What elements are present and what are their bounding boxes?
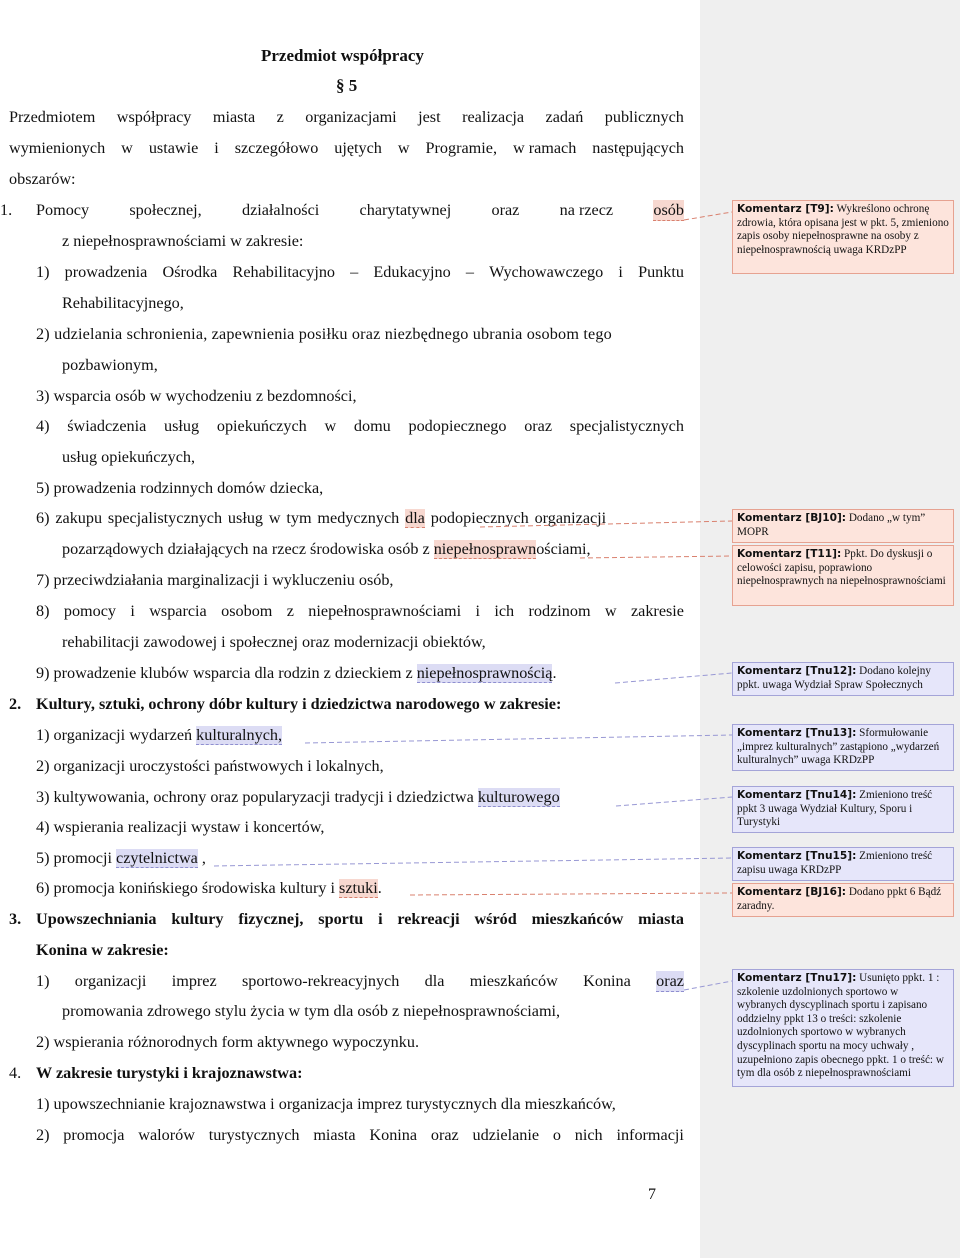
- intro-line-3: obszarów:: [9, 170, 76, 188]
- area1-item-9: 9) prowadzenie klubów wsparcia dla rodzin z dzieckiem z niepełnosprawnością.: [36, 664, 557, 682]
- comment-T9[interactable]: Komentarz [T9]: Wykreślono ochronę zdrowia, która opisana jest w pkt. 5, zmieniono zapis osoby niepełnosprawne na osoby z niepełnosprawnością uwaga KRDzPP: [732, 200, 954, 274]
- comment-Tnu15[interactable]: Komentarz [Tnu15]: Zmieniono treść zapisu uwaga KRDzPP: [732, 847, 954, 881]
- tracked-change-mark: osób: [653, 201, 684, 219]
- area3-item-2: 2) wspierania różnorodnych form aktywnego wypoczynku.: [36, 1033, 419, 1051]
- area1-item-2-cont: pozbawionym,: [62, 356, 158, 374]
- area2-item-3: 3) kultywowania, ochrony oraz popularyzacji tradycji i dziedzictwa kulturowego: [36, 788, 560, 806]
- area1-title: Pomocy społecznej, działalności charytatywnej oraz na rzecz osób: [36, 201, 684, 219]
- area1-item-7: 7) przeciwdziałania marginalizacji i wykluczeniu osób,: [36, 571, 394, 589]
- comment-Tnu17[interactable]: Komentarz [Tnu17]: Usunięto ppkt. 1 : szkolenie uzdolnionych sportowo w wybranych dyscyplinach sportu i zapisano oddzielny ppkt 13 o treści: szkolenie uzdolnionych sportowo w wybranych dyscyplinach sportu na mocy uchwały , uzupełniono zapis obecnego ppkt. 1 o treść: w tym dla osób z niepełnosprawnościami: [732, 969, 954, 1087]
- area2-item-6: 6) promocja konińskiego środowiska kultury i sztuki.: [36, 879, 382, 897]
- intro-line-1: Przedmiotem współpracy miasta z organizacjami jest realizacja zadań publicznych: [9, 108, 684, 126]
- intro-line-2: wymienionych w ustawie i szczegółowo ujętych w Programie, w ramach następujących: [9, 139, 684, 157]
- area3-item-1-cont: promowania zdrowego stylu życia w tym dla osób z niepełnosprawnościami,: [62, 1002, 561, 1020]
- area1-item-8-cont: rehabilitacji zawodowej i społecznej oraz modernizacji obiektów,: [62, 633, 486, 651]
- tracked-change-mark: dla: [405, 509, 425, 527]
- tracked-change-mark: kulturalnych,: [196, 726, 283, 744]
- tracked-change-mark: czytelnictwa: [116, 849, 198, 867]
- area2-item-2: 2) organizacji uroczystości państwowych i lokalnych,: [36, 757, 384, 775]
- area4-item-1: 1) upowszechnianie krajoznawstwa i organizacja imprez turystycznych dla mieszkańców,: [36, 1095, 616, 1113]
- page-heading: Przedmiot współpracy: [261, 46, 424, 65]
- area1-item-2: 2) udzielania schronienia, zapewnienia posiłku oraz niezbędnego ubrania osobom tego: [36, 325, 612, 343]
- area1-item-4-cont: usług opiekuńczych,: [62, 448, 196, 466]
- area1-item-4: 4) świadczenia usług opiekuńczych w domu podopiecznego oraz specjalistycznych: [36, 417, 684, 435]
- tracked-change-mark: oraz: [656, 972, 684, 990]
- area1-title-line2: z niepełnosprawnościami w zakresie:: [62, 232, 304, 250]
- area1-item-1-cont: Rehabilitacyjnego,: [62, 294, 184, 312]
- area4-number: 4.: [9, 1064, 22, 1082]
- area2-number: 2.: [9, 695, 22, 713]
- area3-title: Upowszechniania kultury fizycznej, sportu i rekreacji wśród mieszkańców miasta: [36, 910, 684, 928]
- area3-title-line2: Konina w zakresie:: [36, 941, 169, 959]
- comment-Tnu12[interactable]: Komentarz [Tnu12]: Dodano kolejny ppkt. uwaga Wydział Spraw Społecznych: [732, 662, 954, 696]
- page-number: 7: [648, 1186, 656, 1203]
- area2-item-1: 1) organizacji wydarzeń kulturalnych,: [36, 726, 283, 744]
- area4-item-2: 2) promocja walorów turystycznych miasta Konina oraz udzielanie o nich informacji: [36, 1126, 684, 1144]
- area2-item-5: 5) promocji czytelnictwa ,: [36, 849, 206, 867]
- area1-item-6: 6) zakupu specjalistycznych usług w tym medycznych dla podopiecznych organizacji: [36, 509, 607, 527]
- tracked-change-mark: niepełnosprawnością: [416, 664, 553, 682]
- comment-T11[interactable]: Komentarz [T11]: Ppkt. Do dyskusji o celowości zapisu, poprawiono niepełnosprawnych na niepełnosprawnościami: [732, 545, 954, 606]
- area1-item-8: 8) pomocy i wsparcia osobom z niepełnosprawnościami i ich rodzinom w zakresie: [36, 602, 684, 620]
- tracked-change-mark: sztuki: [339, 879, 378, 897]
- comment-Tnu14[interactable]: Komentarz [Tnu14]: Zmieniono treść ppkt 3 uwaga Wydział Kultury, Sporu i Turystyki: [732, 786, 954, 833]
- area2-title: Kultury, sztuki, ochrony dóbr kultury i dziedzictwa narodowego w zakresie:: [36, 695, 562, 713]
- comment-Tnu13[interactable]: Komentarz [Tnu13]: Sformułowanie „imprez kulturalnych” zastąpiono „wydarzeń kulturalnych” uwaga KRDzPP: [732, 724, 954, 771]
- tracked-change-mark: kulturowego: [477, 788, 560, 806]
- comment-BJ16[interactable]: Komentarz [BJ16]: Dodano ppkt 6 Bądź zaradny.: [732, 883, 954, 917]
- section-marker: § 5: [336, 76, 358, 95]
- area1-item-3: 3) wsparcia osób w wychodzeniu z bezdomności,: [36, 387, 357, 405]
- area4-title: W zakresie turystyki i krajoznawstwa:: [36, 1064, 303, 1082]
- area1-item-6-cont: pozarządowych działających na rzecz środowiska osób z niepełnosprawnościami,: [62, 540, 591, 558]
- comment-BJ10[interactable]: Komentarz [BJ10]: Dodano „w tym” MOPR: [732, 509, 954, 543]
- area1-item-1: 1) prowadzenia Ośrodka Rehabilitacyjno – Edukacyjno – Wychowawczego i Punktu: [36, 263, 684, 281]
- area1-number: 1.: [0, 201, 13, 219]
- area3-number: 3.: [9, 910, 22, 928]
- area1-item-5: 5) prowadzenia rodzinnych domów dziecka,: [36, 479, 324, 497]
- area2-item-4: 4) wspierania realizacji wystaw i koncertów,: [36, 818, 325, 836]
- area3-item-1: 1) organizacji imprez sportowo-rekreacyjnych dla mieszkańców Konina oraz: [36, 972, 684, 990]
- tracked-change-mark: niepełnosprawn: [433, 540, 537, 558]
